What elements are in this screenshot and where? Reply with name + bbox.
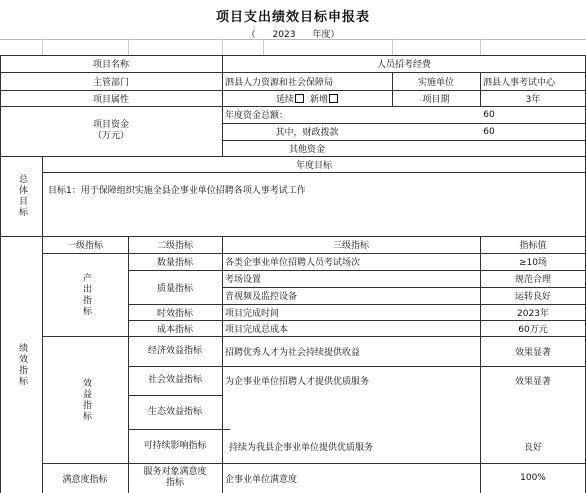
total-value: 60 xyxy=(483,109,495,120)
project-name-value: 人员招考经费 xyxy=(376,60,431,70)
output-row-2-l2: 质量指标 xyxy=(156,283,193,294)
dept-label: 主管部门 xyxy=(92,77,129,88)
project-name-label: 项目名称 xyxy=(92,60,129,70)
attr-continue-label: 延续 xyxy=(275,94,294,105)
fiscal-value: 60 xyxy=(483,126,495,137)
overall-goal-label-wrap xyxy=(0,156,42,236)
satisfaction-l2: 服务对象满意度指标 xyxy=(143,467,207,488)
impl-label: 实施单位 xyxy=(417,77,454,88)
satisfaction-label: 满意度指标 xyxy=(62,474,108,485)
year-prefix: （ xyxy=(246,30,256,40)
benefit-row-1-val: 效果显著 xyxy=(514,347,551,358)
perf-label-wrap xyxy=(0,236,42,493)
benefit-row-2-l2: 社会效益指标 xyxy=(147,375,202,386)
output-row-4-val: 2023年 xyxy=(517,308,549,319)
output-row-5-l3: 项目完成总成本 xyxy=(225,324,289,335)
output-label: 产出指标 xyxy=(80,272,91,317)
attr-label: 项目属性 xyxy=(92,94,129,105)
period-value: 3年 xyxy=(525,94,541,105)
output-row-5-l2: 成本指标 xyxy=(156,324,193,335)
dept-value: 泗县人力资源和社会保障局 xyxy=(225,77,334,88)
header-level1: 一级指标 xyxy=(66,241,103,251)
output-row-2-val: 规范合理 xyxy=(514,275,551,285)
benefit-row-4-l2: 可持续影响指标 xyxy=(143,440,207,451)
impl-value: 泗县人事考试中心 xyxy=(483,77,556,88)
fiscal-label: 其中，财政拨款 xyxy=(275,128,339,138)
output-row-1-l3: 各类企事业单位招聘人员考试场次 xyxy=(225,258,361,268)
header-level3: 三级指标 xyxy=(332,241,369,251)
header-value: 指标值 xyxy=(519,241,547,251)
year-suffix: 年度） xyxy=(312,30,340,40)
satisfaction-l3: 企事业单位满意度 xyxy=(225,474,298,485)
annual-goal-label: 年度目标 xyxy=(295,160,332,171)
output-row-1-val: ≥10场 xyxy=(519,258,547,268)
benefit-row-1-l3: 招聘优秀人才为社会持续提供收益 xyxy=(225,347,361,358)
perf-label: 绩效指标 xyxy=(16,342,27,387)
benefit-row-1-l2: 经济效益指标 xyxy=(147,345,202,356)
output-row-3-l3: 音视频及监控设备 xyxy=(225,292,298,302)
annual-goal-text: 目标1：用于保障组织实施全县企事业单位招聘各项人事考试工作 xyxy=(48,186,306,196)
total-label: 年度资金总额： xyxy=(225,111,289,121)
attr-new-label: 新增 xyxy=(310,94,329,105)
attr-options xyxy=(222,90,392,106)
output-row-3-val: 运转良好 xyxy=(514,292,551,302)
benefit-row-2-val: 效果显著 xyxy=(514,377,551,387)
year-value: 2023 xyxy=(272,30,296,40)
header-level2: 二级指标 xyxy=(156,241,193,251)
attr-new-checkbox[interactable] xyxy=(329,94,338,103)
benefit-row-4-val: 良好 xyxy=(523,442,542,453)
period-label: 项目期 xyxy=(422,94,450,105)
benefit-label-wrap xyxy=(42,336,128,463)
output-row-1-l2: 数量指标 xyxy=(156,258,193,268)
output-row-5-val: 60万元 xyxy=(518,324,548,335)
output-row-4-l2: 时效指标 xyxy=(156,308,193,319)
output-row-2-l3: 考场设置 xyxy=(225,275,262,285)
other-label: 其他资金 xyxy=(288,144,325,155)
funds-label: 项目资金 （万元） xyxy=(92,120,129,141)
benefit-row-4-l3: 持续为我县企事业单位提供优质服务 xyxy=(229,442,374,453)
overall-goal-label: 总体目标 xyxy=(16,174,27,218)
benefit-row-3-l2: 生态效益指标 xyxy=(147,406,202,417)
benefit-row-2-l3: 为企事业单位招聘人才提供优质服务 xyxy=(225,377,370,387)
attr-continue-checkbox[interactable] xyxy=(295,94,304,103)
satisfaction-val: 100% xyxy=(520,473,546,483)
output-label-wrap xyxy=(42,253,128,336)
output-row-4-l3: 项目完成时间 xyxy=(225,308,280,319)
other-value xyxy=(392,140,586,156)
benefit-label: 效益指标 xyxy=(80,377,91,422)
form-title: 项目支出绩效目标申报表 xyxy=(215,10,370,25)
